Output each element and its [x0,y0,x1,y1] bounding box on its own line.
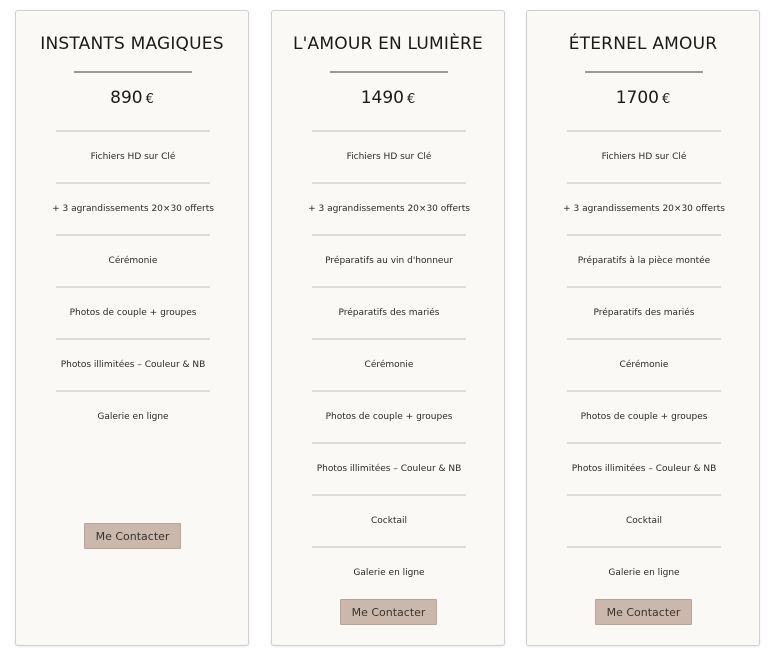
feature-item: Photos de couple + groupes [56,286,210,338]
feature-item: Cérémonie [567,338,721,390]
plan-title: INSTANTS MAGIQUES [40,34,224,54]
feature-item: Préparatifs des mariés [567,286,721,338]
price-amount: 1700 [615,88,659,108]
plan-price [527,88,759,108]
feature-item: Préparatifs des mariés [312,286,466,338]
feature-item: + 3 agrandissements 20×30 offerts [56,182,210,234]
pricing-card-instants-magiques [15,10,249,646]
feature-list [563,130,725,598]
price-amount: 1490 [360,88,404,108]
pricing-card-amour-en-lumiere [271,10,505,646]
plan-title: L'AMOUR EN LUMIÈRE [293,34,483,54]
feature-item: Préparatifs au vin d'honneur [312,234,466,286]
feature-item: Galerie en ligne [312,546,466,598]
contact-button[interactable]: Me Contacter [595,599,692,625]
feature-item: Fichiers HD sur Clé [56,130,210,182]
plan-title: ÉTERNEL AMOUR [568,34,718,54]
feature-item: Galerie en ligne [567,546,721,598]
feature-item: Préparatifs à la pièce montée [567,234,721,286]
feature-item: + 3 agrandissements 20×30 offerts [312,182,466,234]
feature-item: Fichiers HD sur Clé [567,130,721,182]
feature-item: Photos illimitées – Couleur & NB [567,442,721,494]
contact-button[interactable]: Me Contacter [340,599,437,625]
feature-list [52,130,214,442]
feature-item: Photos illimitées – Couleur & NB [312,442,466,494]
feature-item: Photos de couple + groupes [312,390,466,442]
price-amount: 890 [110,88,143,108]
plan-price [16,88,248,108]
feature-item: Photos de couple + groupes [567,390,721,442]
contact-button[interactable]: Me Contacter [84,523,181,549]
price-currency: € [145,92,154,107]
title-divider [585,71,703,73]
plan-price [272,88,504,108]
feature-item: + 3 agrandissements 20×30 offerts [567,182,721,234]
pricing-card-eternel-amour [526,10,760,646]
feature-item: Cocktail [312,494,466,546]
title-divider [330,71,448,73]
feature-item: Cérémonie [312,338,466,390]
price-currency: € [406,92,416,107]
title-divider [74,71,192,73]
feature-item: Galerie en ligne [56,390,210,442]
feature-item: Fichiers HD sur Clé [312,130,466,182]
price-currency: € [661,92,671,107]
feature-item: Cocktail [567,494,721,546]
feature-item: Photos illimitées – Couleur & NB [56,338,210,390]
feature-item: Cérémonie [56,234,210,286]
feature-list [308,130,470,598]
